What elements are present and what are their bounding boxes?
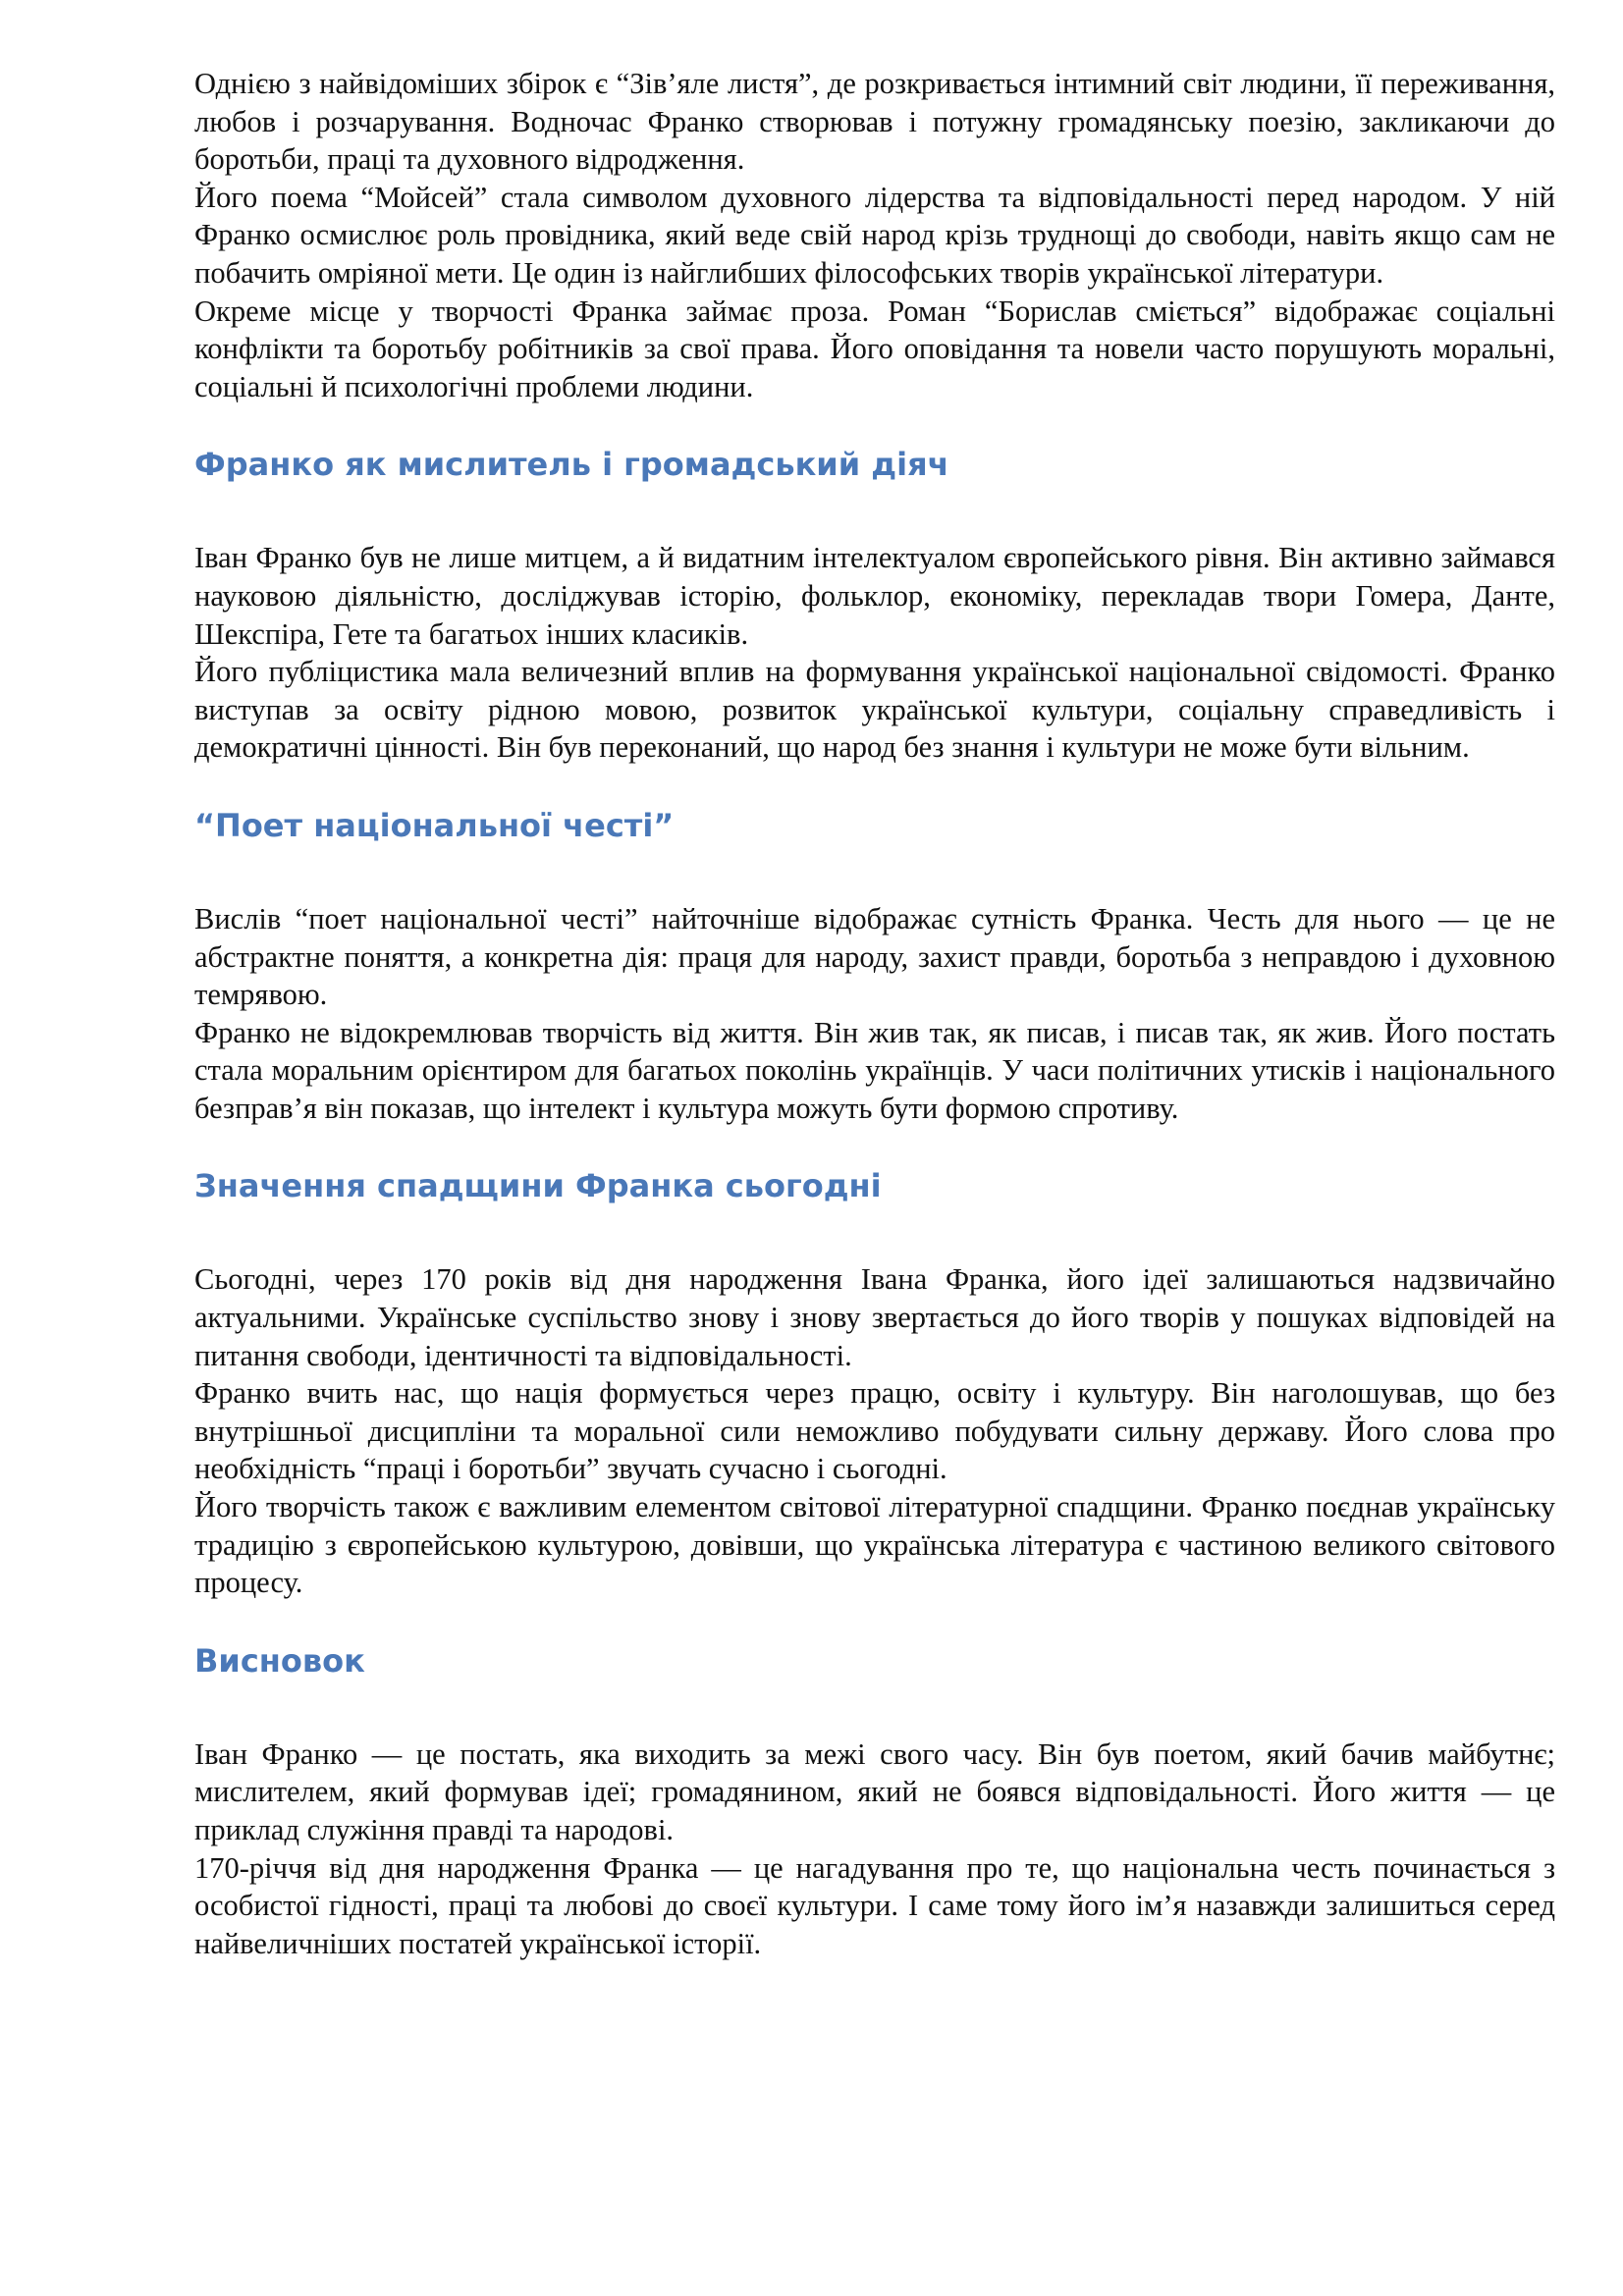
paragraph: Окреме місце у творчості Франка займає проза. Роман “Борислав сміється” відображає соціальні конфлікти та боротьбу робітників за свої права. Його оповідання та новели часто порушують моральні, соціальні й психологічні проблеми людини. bbox=[194, 294, 1555, 403]
section-heading: Висновок bbox=[194, 1641, 365, 1680]
section-conclusion bbox=[194, 1641, 1555, 1963]
section-national-honor bbox=[194, 806, 1555, 1128]
paragraph: Його творчість також є важливим елементом світової літературної спадщини. Франко поєднав українську традицію з європейською культурою, довівши, що українська література є частиною великого світового процесу. bbox=[194, 1490, 1555, 1600]
section-thinker bbox=[194, 445, 1555, 767]
paragraph: 170-річчя від дня народження Франка — це нагадування про те, що національна честь починається з особистої гідності, праці та любові до своєї культури. І саме тому його ім’я назавжди залишиться серед найвеличніших постатей української історії. bbox=[194, 1850, 1555, 1960]
section-heading: Франко як мислитель і громадський діяч bbox=[194, 446, 949, 484]
paragraph: Його поема “Мойсей” стала символом духовного лідерства та відповідальності перед народом. У ній Франко осмислює роль провідника, який веде свій народ крізь труднощі до свободи, навіть якщо сам не побачить омріяної мети. Це один із найглибших філософських творів української літератури. bbox=[194, 180, 1555, 290]
section-legacy-today bbox=[194, 1166, 1555, 1601]
paragraph: Франко вчить нас, що нація формується через працю, освіту і культуру. Він наголошував, що без внутрішньої дисципліни та моральної сили неможливо побудувати сильну державу. Його слова про необхідність “праці і боротьби” звучать сучасно і сьогодні. bbox=[194, 1376, 1555, 1486]
paragraph: Франко не відокремлював творчість від життя. Він жив так, як писав, і писав так, як жив. Його постать стала моральним орієнтиром для багатьох поколінь українців. У часи політичних утисків і національного безправ’я він показав, що інтелект і культура можуть бути формою спротиву. bbox=[194, 1015, 1555, 1125]
paragraph: Однією з найвідоміших збірок є “Зів’яле листя”, де розкривається інтимний світ людини, її переживання, любов і розчарування. Водночас Франко створював і потужну громадянську поезію, закликаючи до боротьби, праці та духовного відродження. bbox=[194, 67, 1555, 177]
paragraph: Його публіцистика мала величезний вплив на формування української національної свідомості. Франко виступав за освіту рідною мовою, розвиток української культури, соціальну справедливість і демократичні цінності. Він був переконаний, що народ без знання і культури не може бути вільним. bbox=[194, 655, 1555, 765]
paragraph: Вислів “поет національної честі” найточніше відображає сутність Франка. Честь для нього — це не абстрактне поняття, а конкретна дія: праця для народу, захист правди, боротьба з неправдою і духовною темрявою. bbox=[194, 901, 1555, 1012]
paragraph: Іван Франко — це постать, яка виходить за межі свого часу. Він був поетом, який бачив майбутнє; мислителем, який формував ідеї; громадянином, який не боявся відповідальності. Його життя — це приклад служіння правді та народові. bbox=[194, 1736, 1555, 1846]
paragraph: Сьогодні, через 170 років від дня народження Івана Франка, його ідеї залишаються надзвичайно актуальними. Українське суспільство знову і знову звертається до його творів у пошуках відповідей на питання свободи, ідентичності та відповідальності. bbox=[194, 1262, 1555, 1372]
paragraph: Іван Франко був не лише митцем, а й видатним інтелектуалом європейського рівня. Він активно займався науковою діяльністю, досліджував історію, фольклор, економіку, перекладав твори Гомера, Данте, Шекспіра, Гете та багатьох інших класиків. bbox=[194, 541, 1555, 651]
intro-section bbox=[194, 65, 1555, 405]
section-heading: “Поет національної честі” bbox=[194, 806, 675, 844]
section-heading: Значення спадщини Франка сьогодні bbox=[194, 1167, 882, 1205]
document-page bbox=[194, 65, 1555, 1962]
